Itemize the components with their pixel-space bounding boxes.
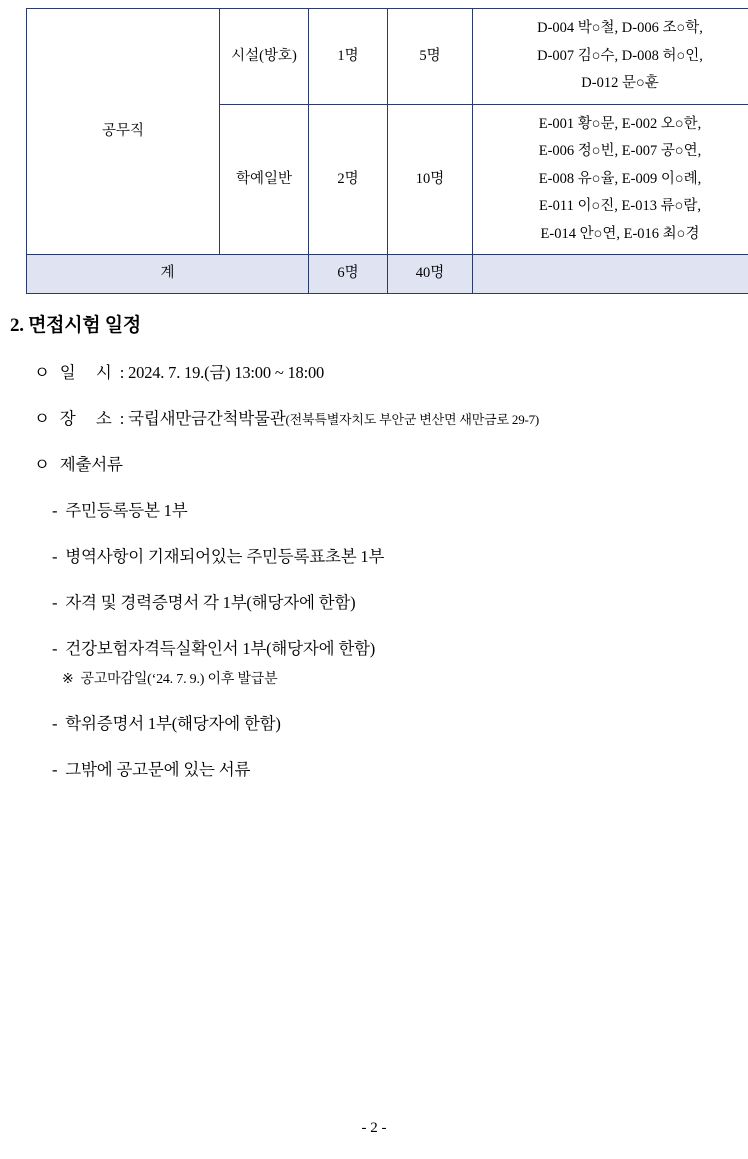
document-item [52, 710, 748, 734]
document-item-label: 병역사항이 기재되어있는 주민등록표초본 1부 [65, 547, 384, 566]
document-note [62, 668, 748, 688]
cell-total-label: 계 [27, 255, 309, 294]
circle-bullet-icon: ㅇ [34, 409, 50, 428]
documents-heading [34, 451, 748, 475]
dash-bullet-icon: - [52, 639, 57, 658]
table-row [27, 9, 748, 105]
section-heading: 2. 면접시험 일정 [10, 310, 748, 337]
label-location: 장 소 [60, 409, 120, 428]
dash-bullet-icon: - [52, 760, 57, 779]
document-item-label: 주민등록등본 1부 [65, 501, 187, 520]
label-datetime: 일 시 [60, 363, 120, 382]
cell-position-count: 1명 [309, 9, 388, 105]
label-documents: 제출서류 [60, 455, 123, 474]
cell-people-count: 5명 [388, 9, 473, 105]
document-item [52, 589, 748, 613]
schedule-location-line [34, 405, 748, 429]
applicant-roster-table [26, 8, 748, 294]
dash-bullet-icon: - [52, 547, 57, 566]
dash-bullet-icon: - [52, 501, 57, 520]
document-page [0, 8, 748, 1159]
value-location-address: (전북특별자치도 부안군 변산면 새만금로 29-7) [285, 412, 539, 427]
document-item-label: 그밖에 공고문에 있는 서류 [65, 760, 250, 779]
name-line: E-008 유○율, E-009 이○례, [477, 166, 748, 194]
cell-total-names [473, 255, 748, 294]
value-datetime: 2024. 7. 19.(금) 13:00 ~ 18:00 [128, 363, 324, 382]
name-line: D-012 문○훈 [477, 70, 748, 98]
page-number: - 2 - [0, 1120, 748, 1137]
document-item [52, 756, 748, 780]
name-line: E-011 이○진, E-013 류○람, [477, 193, 748, 221]
circle-bullet-icon: ㅇ [34, 363, 50, 382]
cell-job-type: 시설(방호) [220, 9, 309, 105]
dash-bullet-icon: - [52, 714, 57, 733]
name-line: D-007 김○수, D-008 허○인, [477, 43, 748, 71]
name-line: E-001 황○문, E-002 오○한, [477, 111, 748, 139]
name-line: E-014 안○연, E-016 최○경 [477, 221, 748, 249]
cell-total-people: 40명 [388, 255, 473, 294]
name-line: D-004 박○철, D-006 조○학, [477, 15, 748, 43]
separator-colon: : [120, 409, 124, 428]
document-item [52, 543, 748, 567]
cell-name-list [473, 104, 748, 255]
cell-people-count: 10명 [388, 104, 473, 255]
document-item-label: 건강보험자격득실확인서 1부(해당자에 한함) [65, 639, 375, 658]
value-location: 국립새만금간척박물관 [128, 409, 285, 428]
dash-bullet-icon: - [52, 593, 57, 612]
cell-name-list [473, 9, 748, 105]
document-item [52, 635, 748, 659]
document-item [52, 497, 748, 521]
asterisk-icon: ※ [62, 672, 74, 687]
cell-total-positions: 6명 [309, 255, 388, 294]
table-total-row [27, 255, 748, 294]
schedule-datetime-line [34, 359, 748, 383]
cell-group-label: 공무직 [27, 9, 220, 255]
circle-bullet-icon: ㅇ [34, 455, 50, 474]
separator-colon: : [120, 363, 124, 382]
document-item-label: 자격 및 경력증명서 각 1부(해당자에 한함) [65, 593, 355, 612]
name-line: E-006 정○빈, E-007 공○연, [477, 138, 748, 166]
cell-job-type: 학예일반 [220, 104, 309, 255]
cell-position-count: 2명 [309, 104, 388, 255]
document-note-text: 공고마감일(‘24. 7. 9.) 이후 발급분 [81, 672, 278, 687]
document-item-label: 학위증명서 1부(해당자에 한함) [65, 714, 280, 733]
